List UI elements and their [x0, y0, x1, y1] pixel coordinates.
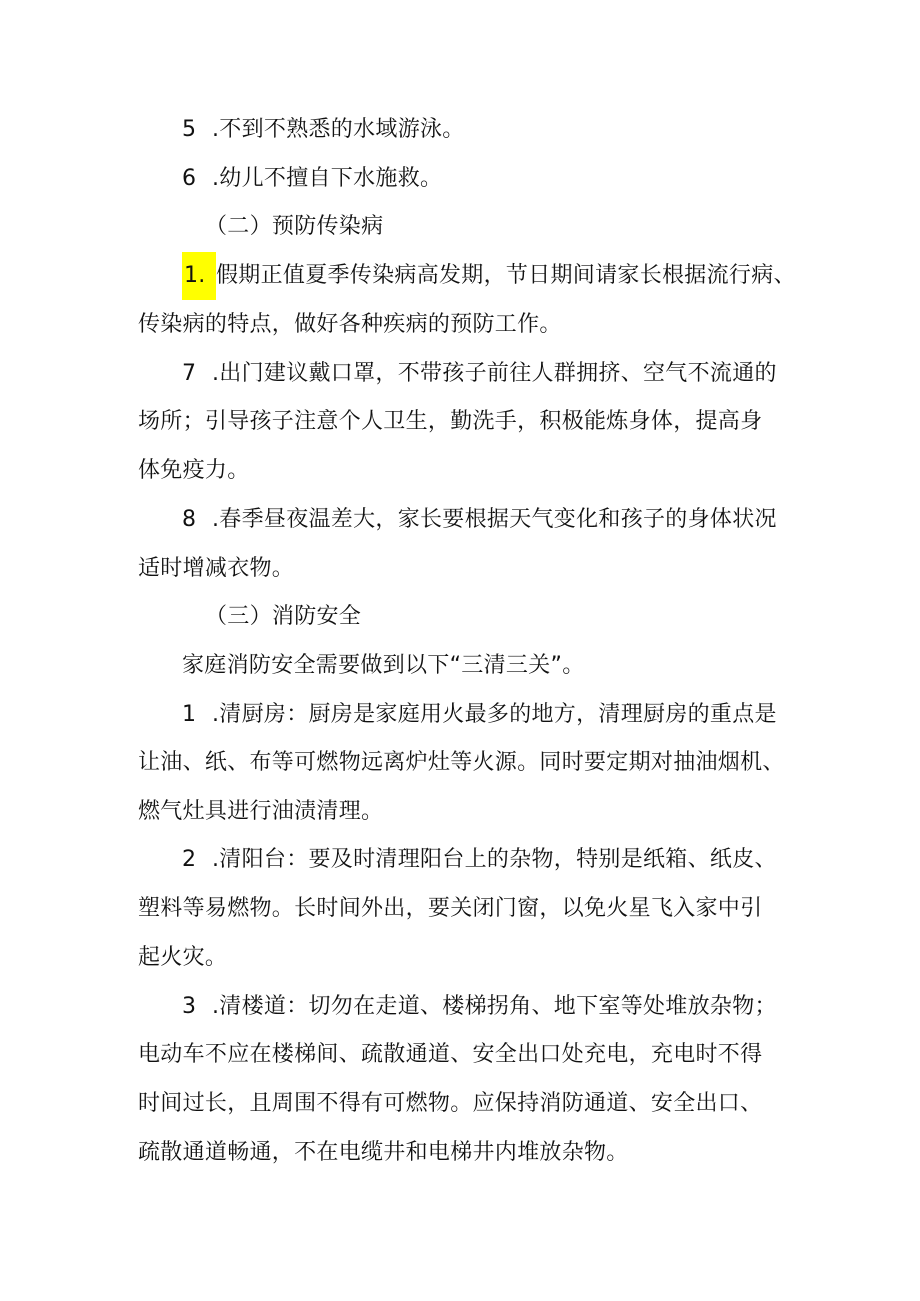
section-heading-disease-prevention: （二）预防传染病	[205, 214, 384, 239]
list-item-balcony	[182, 836, 777, 884]
list-item-5	[182, 106, 465, 154]
paragraph-line: 体免疫力。	[138, 458, 250, 483]
paragraph-text: .春季昼夜温差大，家长要根据天气变化和孩子的身体状况	[212, 507, 777, 532]
paragraph-line: 让油、纸、布等可燃物远离炉灶等火源。同时要定期对抽油烟机、	[138, 750, 785, 775]
item-number: 3	[182, 994, 197, 1019]
paragraph-intro: 家庭消防安全需要做到以下“三清三关”。	[182, 653, 585, 678]
item-number: 5	[182, 117, 197, 142]
paragraph-text: .不到不熟悉的水域游泳。	[212, 117, 465, 142]
paragraph-line: 时间过长，且周围不得有可燃物。应保持消防通道、安全出口、	[138, 1091, 763, 1116]
list-item-8	[182, 496, 777, 544]
item-number: 7	[182, 361, 197, 386]
list-item-6	[182, 155, 442, 203]
list-item-kitchen	[182, 691, 777, 739]
section-heading-fire-safety: （三）消防安全	[205, 604, 362, 629]
paragraph-text: .清楼道：切勿在走道、楼梯拐角、地下室等处堆放杂物；	[212, 994, 777, 1019]
paragraph-line: 电动车不应在楼梯间、疏散通道、安全出口处充电，充电时不得	[138, 1042, 763, 1067]
paragraph-line: 起火灾。	[138, 945, 228, 970]
paragraph-text: .幼儿不擅自下水施救。	[212, 166, 443, 191]
item-number: 2	[182, 847, 197, 872]
paragraph-line: 燃气灶具进行油渍清理。	[138, 799, 384, 824]
highlighted-item-number: 1.	[182, 252, 216, 300]
paragraph-text: .清阳台：要及时清理阳台上的杂物，特别是纸箱、纸皮、	[212, 847, 777, 872]
item-number: 1	[182, 702, 197, 727]
list-item-1-highlighted	[182, 252, 796, 300]
paragraph-text: .出门建议戴口罩，不带孩子前往人群拥挤、空气不流通的	[212, 361, 777, 386]
paragraph-line: 塑料等易燃物。长时间外出，要关闭门窗，以免火星飞入家中引	[138, 896, 763, 921]
paragraph-text: .清厨房：厨房是家庭用火最多的地方，清理厨房的重点是	[212, 702, 777, 727]
paragraph-line: 适时增减衣物。	[138, 556, 295, 581]
paragraph-line: 场所；引导孩子注意个人卫生，勤洗手，积极能炼身体，提高身	[138, 409, 763, 434]
list-item-7	[182, 350, 777, 398]
item-number: 6	[182, 166, 197, 191]
paragraph-text: 假期正值夏季传染病高发期，节日期间请家长根据流行病、	[216, 263, 796, 288]
list-item-corridor	[182, 983, 777, 1031]
item-number: 8	[182, 507, 197, 532]
paragraph-line: 疏散通道畅通，不在电缆井和电梯井内堆放杂物。	[138, 1140, 629, 1165]
paragraph-line: 传染病的特点，做好各种疾病的预防工作。	[138, 312, 562, 337]
